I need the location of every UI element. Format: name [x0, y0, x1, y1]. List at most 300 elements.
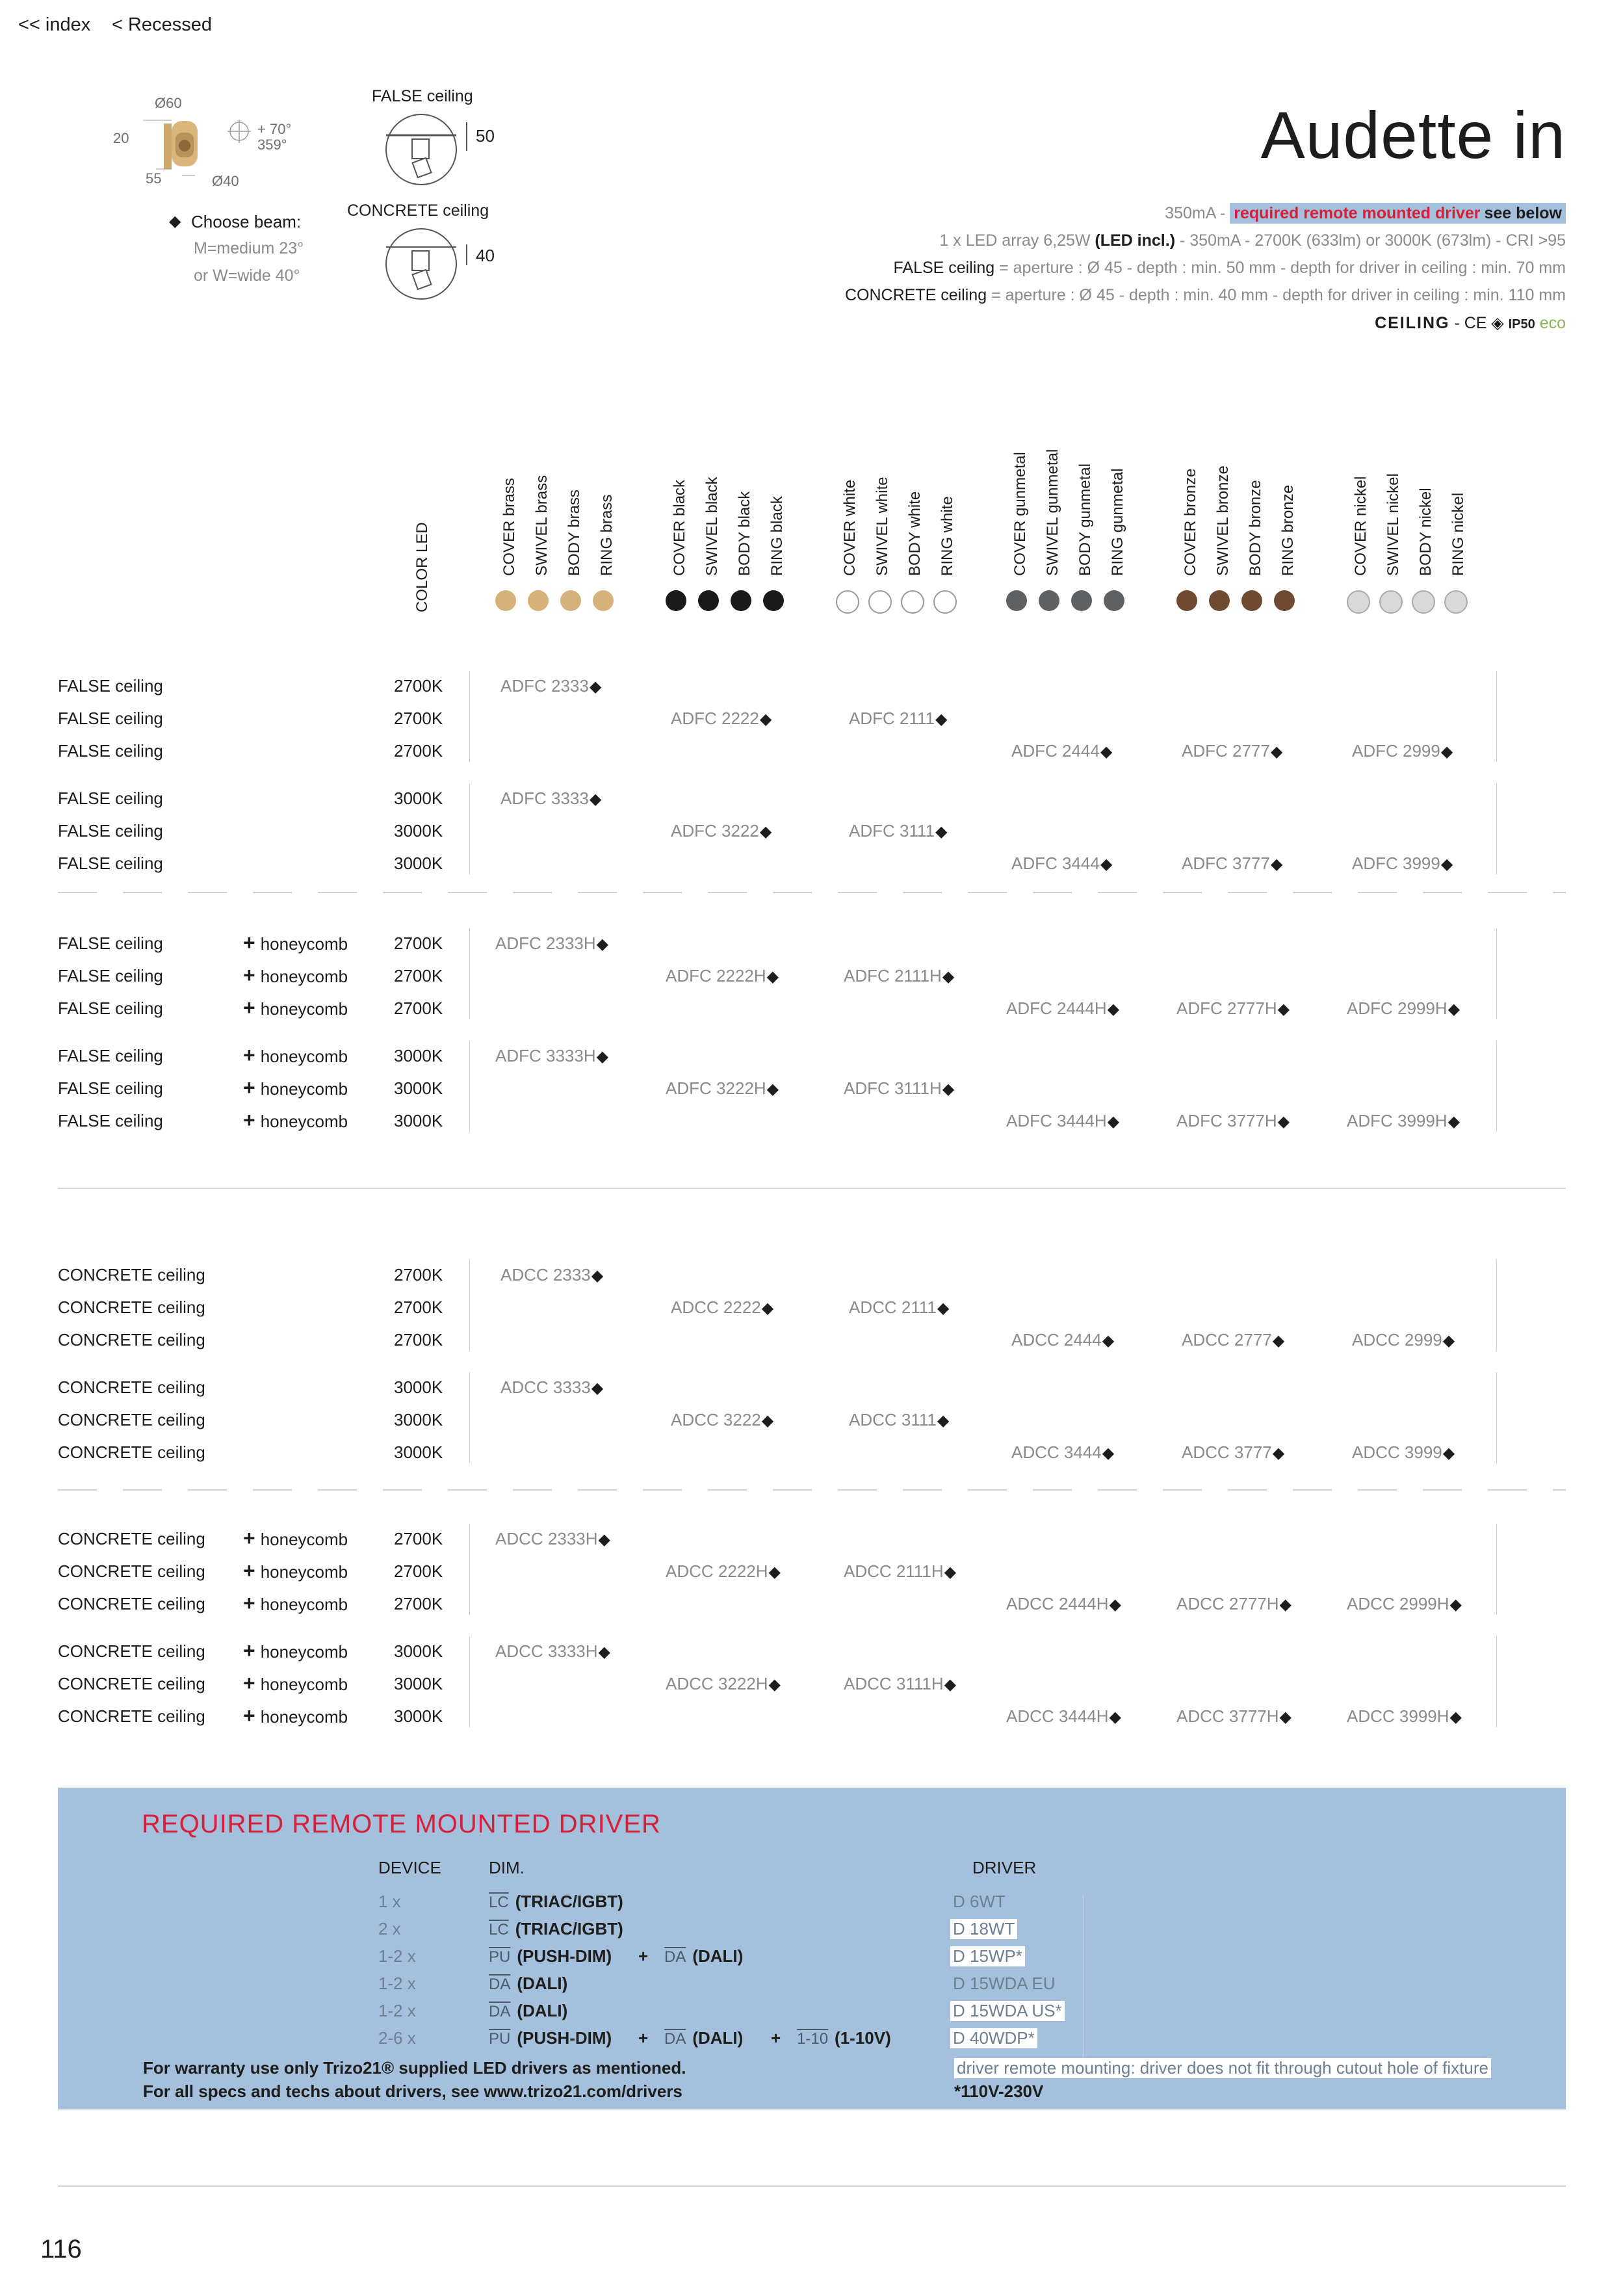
dimming-icon: $\overline{DA}$	[489, 2003, 511, 2020]
product-code-text: ADCC 2777H	[1176, 1594, 1279, 1613]
diamond-icon: ◆	[1279, 1596, 1292, 1613]
product-code-text: ADFC 3333	[500, 789, 589, 808]
column-header: RING bronze	[1279, 484, 1297, 576]
section-divider-dashed	[58, 1489, 1566, 1491]
driver-device-count: 1 x	[378, 1892, 401, 1911]
product-code-text: ADCC 3111	[849, 1410, 937, 1429]
honeycomb-option	[243, 1526, 348, 1550]
diamond-icon: ◆	[1449, 1596, 1462, 1613]
color-temperature: 3000K	[394, 821, 443, 841]
product-code-text: ADCC 3999H	[1347, 1706, 1449, 1726]
diamond-icon: ◆	[937, 1299, 950, 1317]
plus-icon: +	[243, 1108, 255, 1132]
spec-driver-line	[1165, 204, 1566, 223]
product-code-text: ADCC 2999	[1352, 1330, 1442, 1350]
dimming-icon: $\overline{PU}$	[489, 1948, 511, 1966]
product-code[interactable]	[1352, 1330, 1455, 1350]
diamond-icon: ◆	[759, 711, 772, 728]
bronze-swatch	[1274, 590, 1295, 611]
product-code-text: ADFC 2333H	[495, 933, 596, 953]
product-code[interactable]	[1176, 1706, 1292, 1727]
row-label: FALSE ceiling	[58, 998, 163, 1018]
plus-icon: +	[243, 1704, 255, 1727]
product-code[interactable]	[666, 1078, 779, 1099]
product-code[interactable]	[666, 1674, 781, 1694]
bronze-swatch	[1241, 590, 1262, 611]
product-code-text: ADFC 3999	[1352, 854, 1440, 873]
plus-icon: +	[243, 1639, 255, 1662]
product-name: Audette	[1260, 98, 1494, 172]
diamond-icon: ◆	[1448, 1000, 1461, 1018]
column-header: SWIVEL black	[703, 476, 721, 576]
diamond-icon: ◆	[1448, 1113, 1461, 1130]
honeycomb-label: honeycomb	[260, 1530, 348, 1549]
driver-head-dim: DIM.	[489, 1858, 525, 1877]
honeycomb-label: honeycomb	[260, 1047, 348, 1066]
product-code-text: ADCC 2222H	[666, 1561, 768, 1581]
spec-current: 350mA -	[1165, 204, 1226, 222]
driver-device-count: 1-2 x	[378, 1974, 416, 1993]
brass-swatch	[495, 590, 516, 611]
product-code[interactable]	[844, 966, 954, 986]
spec-required-driver[interactable]: required remote mounted driver	[1230, 203, 1484, 224]
product-code[interactable]	[1011, 741, 1112, 761]
product-code-text: ADCC 2444H	[1006, 1594, 1109, 1613]
diamond-icon: ◆	[589, 678, 602, 696]
concrete-ceiling-diagram-title: CONCRETE ceiling	[347, 202, 489, 220]
honeycomb-option	[243, 1076, 348, 1100]
color-temperature: 2700K	[394, 1594, 443, 1613]
color-temperature: 3000K	[394, 1706, 443, 1726]
product-code-text: ADFC 3111H	[844, 1078, 942, 1098]
product-code-text: ADCC 3777H	[1176, 1706, 1279, 1726]
index-link[interactable]: << index	[18, 14, 91, 35]
product-code[interactable]	[1006, 1111, 1119, 1131]
block-left-rule	[469, 1524, 470, 1615]
product-code[interactable]	[1006, 1594, 1121, 1614]
honeycomb-label: honeycomb	[260, 1707, 348, 1727]
diamond-icon: ◆	[1107, 1113, 1120, 1130]
color-temperature: 3000K	[394, 1078, 443, 1098]
honeycomb-label: honeycomb	[260, 934, 348, 954]
color-temperature: 3000K	[394, 1641, 443, 1661]
color-temperature: 2700K	[394, 741, 443, 761]
product-code[interactable]	[1006, 1706, 1121, 1727]
product-code[interactable]	[666, 1561, 781, 1582]
column-header: SWIVEL nickel	[1384, 473, 1402, 576]
column-header: COVER gunmetal	[1011, 452, 1029, 576]
driver-device-count: 2-6 x	[378, 2028, 416, 2048]
block-right-rule	[1496, 1636, 1497, 1727]
product-code[interactable]	[671, 1410, 773, 1430]
product-code[interactable]	[495, 1529, 610, 1549]
column-header: SWIVEL gunmetal	[1044, 449, 1061, 576]
block-left-rule	[469, 783, 470, 874]
diamond-icon: ◆	[1107, 1000, 1120, 1018]
row-label: FALSE ceiling	[58, 966, 163, 985]
product-code[interactable]	[671, 709, 772, 729]
block-right-rule	[1496, 928, 1497, 1019]
dimming-label: (TRIAC/IGBT)	[515, 1892, 623, 1911]
block-left-rule	[469, 1372, 470, 1463]
honeycomb-label: honeycomb	[260, 967, 348, 986]
diamond-icon: ◆	[598, 1531, 610, 1548]
diamond-icon: ◆	[1100, 743, 1113, 761]
diamond-icon: ◆	[944, 1563, 957, 1581]
product-code[interactable]	[1352, 854, 1453, 874]
product-code[interactable]	[1352, 741, 1453, 761]
dimming-protocol	[489, 1946, 612, 1966]
row-label: CONCRETE ceiling	[58, 1410, 205, 1429]
dimming-label: (1-10V)	[835, 2028, 891, 2048]
white-swatch	[901, 590, 924, 614]
product-code-text: ADCC 2222	[671, 1298, 761, 1317]
white-swatch	[836, 590, 859, 614]
product-code[interactable]	[1182, 854, 1282, 874]
column-header: BODY brass	[565, 489, 583, 576]
driver-voltage-note: *110V-230V	[954, 2081, 1044, 2101]
spec-certification-line	[1375, 313, 1566, 333]
driver-device-count: 1-2 x	[378, 2001, 416, 2020]
product-title	[1261, 98, 1566, 174]
product-code-text: ADCC 2777	[1182, 1330, 1272, 1350]
product-code-text: ADFC 2777	[1182, 741, 1270, 761]
product-code-text: ADFC 2222H	[666, 966, 766, 985]
gunmetal-swatch	[1006, 590, 1027, 611]
product-code-text: ADFC 2999H	[1347, 998, 1448, 1018]
false-ceiling-depth: 50	[476, 126, 495, 146]
plus-icon: +	[243, 996, 255, 1019]
product-code[interactable]	[844, 1561, 956, 1582]
diamond-icon: ◆	[169, 213, 181, 230]
product-code[interactable]	[844, 1674, 956, 1694]
row-label: FALSE ceiling	[58, 933, 163, 953]
diamond-icon: ◆	[761, 1412, 774, 1429]
row-label: CONCRETE ceiling	[58, 1442, 205, 1462]
product-code[interactable]	[1006, 998, 1119, 1019]
dimming-protocol	[489, 2001, 567, 2021]
page-number: 116	[40, 2235, 82, 2263]
product-code[interactable]	[1176, 1111, 1290, 1131]
product-code[interactable]	[500, 1265, 603, 1285]
column-header: BODY nickel	[1417, 488, 1435, 576]
column-header: SWIVEL white	[874, 476, 891, 576]
product-code-text: ADCC 2111H	[844, 1561, 944, 1581]
section-divider-dashed	[58, 892, 1566, 893]
product-code-text: ADCC 3444H	[1006, 1706, 1109, 1726]
white-swatch	[933, 590, 957, 614]
driver-specs-note[interactable]: For all specs and techs about drivers, see www.trizo21.com/drivers	[143, 2081, 682, 2101]
product-code-text: ADCC 2333	[500, 1265, 591, 1285]
product-code-text: ADFC 2999	[1352, 741, 1440, 761]
color-temperature: 3000K	[394, 1046, 443, 1065]
block-right-rule	[1496, 1372, 1497, 1463]
row-label: FALSE ceiling	[58, 709, 163, 728]
honeycomb-label: honeycomb	[260, 999, 348, 1019]
product-code-text: ADFC 3777	[1182, 854, 1270, 873]
column-header: RING white	[939, 496, 956, 576]
plus-icon: +	[243, 1671, 255, 1695]
section-divider	[58, 1188, 1566, 1189]
plus-icon: +	[243, 963, 255, 987]
gunmetal-swatch	[1039, 590, 1059, 611]
diamond-icon: ◆	[1440, 743, 1453, 761]
nickel-swatch	[1347, 590, 1370, 614]
diamond-icon: ◆	[1449, 1708, 1462, 1726]
driver-model[interactable]: D 18WT	[950, 1919, 1017, 1939]
product-code-text: ADCC 2444	[1011, 1330, 1102, 1350]
diamond-icon: ◆	[768, 1676, 781, 1693]
honeycomb-label: honeycomb	[260, 1562, 348, 1582]
product-code-text: ADCC 3999	[1352, 1442, 1442, 1462]
product-code-text: ADCC 3222	[671, 1410, 761, 1429]
color-temperature: 2700K	[394, 998, 443, 1018]
dimming-label: (PUSH-DIM)	[517, 1946, 612, 1966]
black-swatch	[731, 590, 751, 611]
driver-device-count: 1-2 x	[378, 1946, 416, 1966]
product-variant: in	[1513, 98, 1566, 172]
row-label: FALSE ceiling	[58, 1111, 163, 1130]
diamond-icon: ◆	[1270, 743, 1283, 761]
product-code[interactable]	[1347, 1706, 1462, 1727]
spec-led-line	[939, 231, 1566, 250]
column-header: COVER bronze	[1182, 468, 1199, 576]
dim-20: 20	[113, 130, 129, 146]
diamond-icon: ◆	[761, 1299, 774, 1317]
column-header: RING gunmetal	[1109, 468, 1126, 576]
color-temperature: 3000K	[394, 1111, 443, 1130]
beam-wide: or W=wide 40°	[194, 267, 300, 285]
diamond-icon: ◆	[596, 935, 609, 953]
product-code[interactable]	[671, 1298, 773, 1318]
plus-icon: +	[638, 1946, 649, 1966]
product-code-text: ADCC 3777	[1182, 1442, 1272, 1462]
diamond-icon: ◆	[1279, 1708, 1292, 1726]
diamond-icon: ◆	[935, 711, 948, 728]
product-code[interactable]	[1011, 854, 1112, 874]
block-left-rule	[469, 1636, 470, 1727]
driver-head-driver: DRIVER	[972, 1858, 1037, 1877]
dim-diameter-40: Ø40	[212, 173, 239, 189]
spec-ceiling-label: CEILING	[1375, 314, 1450, 332]
brass-swatch	[593, 590, 614, 611]
dimming-icon: 1-10	[797, 2030, 829, 2048]
product-code[interactable]	[849, 1298, 949, 1318]
plus-icon: +	[638, 2028, 649, 2048]
diamond-icon: ◆	[1442, 1332, 1455, 1350]
column-header: RING nickel	[1449, 492, 1467, 576]
spec-concrete-label: CONCRETE ceiling	[845, 286, 987, 304]
class-iii-icon: ◈	[1491, 314, 1504, 332]
honeycomb-option	[243, 931, 348, 955]
product-code[interactable]	[495, 1641, 610, 1662]
diamond-icon: ◆	[1109, 1708, 1121, 1726]
row-label: CONCRETE ceiling	[58, 1298, 205, 1317]
spec-see-below[interactable]: see below	[1485, 203, 1566, 224]
driver-model[interactable]: D 6WT	[953, 1892, 1006, 1911]
dimming-icon: $\overline{DA}$	[489, 1976, 511, 1993]
product-code[interactable]	[849, 709, 947, 729]
product-code[interactable]	[1176, 1594, 1292, 1614]
product-code[interactable]	[495, 933, 608, 954]
diamond-icon: ◆	[1277, 1000, 1290, 1018]
white-swatch	[868, 590, 892, 614]
product-code[interactable]	[1182, 1330, 1284, 1350]
black-swatch	[698, 590, 719, 611]
product-code[interactable]	[1347, 998, 1460, 1019]
honeycomb-label: honeycomb	[260, 1675, 348, 1694]
dimming-protocol	[797, 2028, 891, 2048]
product-code[interactable]	[1011, 1330, 1114, 1350]
block-right-rule	[1496, 1260, 1497, 1351]
product-code-text: ADCC 2999H	[1347, 1594, 1449, 1613]
dimming-icon: $\overline{PU}$	[489, 2030, 511, 2048]
diamond-icon: ◆	[1272, 1444, 1285, 1462]
driver-model[interactable]: D 15WDA US*	[950, 2001, 1065, 2021]
dimming-label: (DALI)	[692, 2028, 744, 2048]
diamond-icon: ◆	[591, 1379, 604, 1397]
product-code[interactable]	[495, 1046, 608, 1066]
honeycomb-option	[243, 1704, 348, 1728]
footer-divider	[58, 2185, 1566, 2187]
dimming-label: (DALI)	[692, 1946, 744, 1966]
product-code-text: ADCC 3111H	[844, 1674, 944, 1693]
diamond-icon: ◆	[1102, 1444, 1115, 1462]
color-temperature: 3000K	[394, 1410, 443, 1429]
row-label: CONCRETE ceiling	[58, 1377, 205, 1397]
color-temperature: 2700K	[394, 1265, 443, 1285]
diamond-icon: ◆	[759, 823, 772, 841]
row-label: FALSE ceiling	[58, 741, 163, 761]
product-code-text: ADFC 2333	[500, 676, 589, 696]
product-code-text: ADCC 3333	[500, 1377, 591, 1397]
brass-swatch	[560, 590, 581, 611]
product-code[interactable]	[1011, 1442, 1114, 1463]
gunmetal-swatch	[1071, 590, 1092, 611]
plus-icon: +	[243, 931, 255, 954]
beam-medium: M=medium 23°	[194, 239, 304, 257]
product-code-text: ADFC 3222H	[666, 1078, 766, 1098]
color-led-header: COLOR LED	[413, 522, 431, 612]
driver-model[interactable]: D 15WP*	[950, 1946, 1025, 1966]
product-code[interactable]	[844, 1078, 954, 1099]
black-swatch	[666, 590, 686, 611]
color-temperature: 2700K	[394, 1298, 443, 1317]
brass-swatch	[528, 590, 549, 611]
diamond-icon: ◆	[1102, 1332, 1115, 1350]
row-label: FALSE ceiling	[58, 854, 163, 873]
product-code-text: ADFC 3777H	[1176, 1111, 1277, 1130]
product-code[interactable]	[1347, 1111, 1460, 1131]
product-code-text: ADCC 3333H	[495, 1641, 598, 1661]
product-code-text: ADFC 3111	[849, 821, 935, 841]
column-header: BODY bronze	[1247, 480, 1264, 576]
diamond-icon: ◆	[1100, 855, 1113, 873]
product-code[interactable]	[1182, 1442, 1284, 1463]
spec-false-label: FALSE ceiling	[893, 259, 995, 277]
dim-55: 55	[146, 170, 162, 187]
column-header: SWIVEL brass	[533, 475, 551, 576]
color-temperature: 2700K	[394, 933, 443, 953]
dimming-protocol	[664, 1946, 743, 1966]
product-code-text: ADFC 2777H	[1176, 998, 1277, 1018]
color-temperature: 3000K	[394, 854, 443, 873]
driver-model[interactable]: D 40WDP*	[950, 2028, 1037, 2048]
honeycomb-option	[243, 1639, 348, 1663]
product-code-text: ADFC 3444	[1011, 854, 1100, 873]
column-header: RING brass	[598, 494, 616, 576]
row-label: CONCRETE ceiling	[58, 1330, 205, 1350]
block-right-rule	[1496, 1524, 1497, 1615]
product-code-text: ADFC 3333H	[495, 1046, 596, 1065]
diamond-icon: ◆	[596, 1048, 609, 1065]
honeycomb-option	[243, 1043, 348, 1067]
driver-panel-title: REQUIRED REMOTE MOUNTED DRIVER	[142, 1810, 661, 1838]
row-label: CONCRETE ceiling	[58, 1529, 205, 1548]
product-code-text: ADFC 2111	[849, 709, 935, 728]
row-label: CONCRETE ceiling	[58, 1706, 205, 1726]
dimming-label: (DALI)	[517, 2001, 568, 2020]
product-code-text: ADFC 2444H	[1006, 998, 1107, 1018]
dimming-icon: $\overline{LC}$	[489, 1894, 509, 1911]
column-header: RING black	[768, 496, 786, 576]
rotation-tilt: + 70°	[257, 121, 292, 137]
driver-model[interactable]: D 15WDA EU	[953, 1974, 1056, 1993]
plus-icon: +	[243, 1043, 255, 1067]
color-temperature: 2700K	[394, 709, 443, 728]
spec-concrete-line	[845, 286, 1566, 305]
product-code[interactable]	[500, 676, 601, 696]
diamond-icon: ◆	[1442, 1444, 1455, 1462]
block-right-rule	[1496, 783, 1497, 874]
row-label: FALSE ceiling	[58, 1046, 163, 1065]
ip50-icon: IP50	[1508, 317, 1535, 332]
plus-icon: +	[243, 1591, 255, 1615]
eco-icon: eco	[1539, 314, 1566, 332]
product-code[interactable]	[1352, 1442, 1455, 1463]
product-code[interactable]	[671, 821, 772, 841]
product-code[interactable]	[500, 789, 601, 809]
color-temperature: 2700K	[394, 966, 443, 985]
spec-false-details: = aperture : Ø 45 - depth : min. 50 mm - depth for driver in ceiling : min. 70 mm	[999, 259, 1566, 277]
false-ceiling-diagram	[383, 111, 487, 189]
block-right-rule	[1496, 1041, 1497, 1132]
row-label: CONCRETE ceiling	[58, 1594, 205, 1613]
product-code[interactable]	[849, 821, 947, 841]
nickel-swatch	[1412, 590, 1435, 614]
back-recessed-link[interactable]: < Recessed	[112, 14, 212, 35]
color-temperature: 3000K	[394, 1442, 443, 1462]
color-temperature: 3000K	[394, 1377, 443, 1397]
product-code[interactable]	[849, 1410, 949, 1430]
nickel-swatch	[1444, 590, 1468, 614]
diamond-icon: ◆	[766, 1080, 779, 1098]
product-code[interactable]	[1176, 998, 1290, 1019]
product-code[interactable]	[666, 966, 779, 986]
honeycomb-label: honeycomb	[260, 1112, 348, 1131]
dimming-protocol	[489, 2028, 612, 2048]
diamond-icon: ◆	[1109, 1596, 1121, 1613]
dimming-protocol	[664, 2028, 743, 2048]
product-code[interactable]	[500, 1377, 603, 1398]
product-diagram	[104, 91, 338, 215]
product-code[interactable]	[1182, 741, 1282, 761]
product-code[interactable]	[1347, 1594, 1462, 1614]
column-header: BODY white	[906, 491, 924, 576]
column-header: SWIVEL bronze	[1214, 465, 1232, 576]
dimming-icon: $\overline{LC}$	[489, 1921, 509, 1938]
dimming-protocol	[489, 1919, 623, 1939]
